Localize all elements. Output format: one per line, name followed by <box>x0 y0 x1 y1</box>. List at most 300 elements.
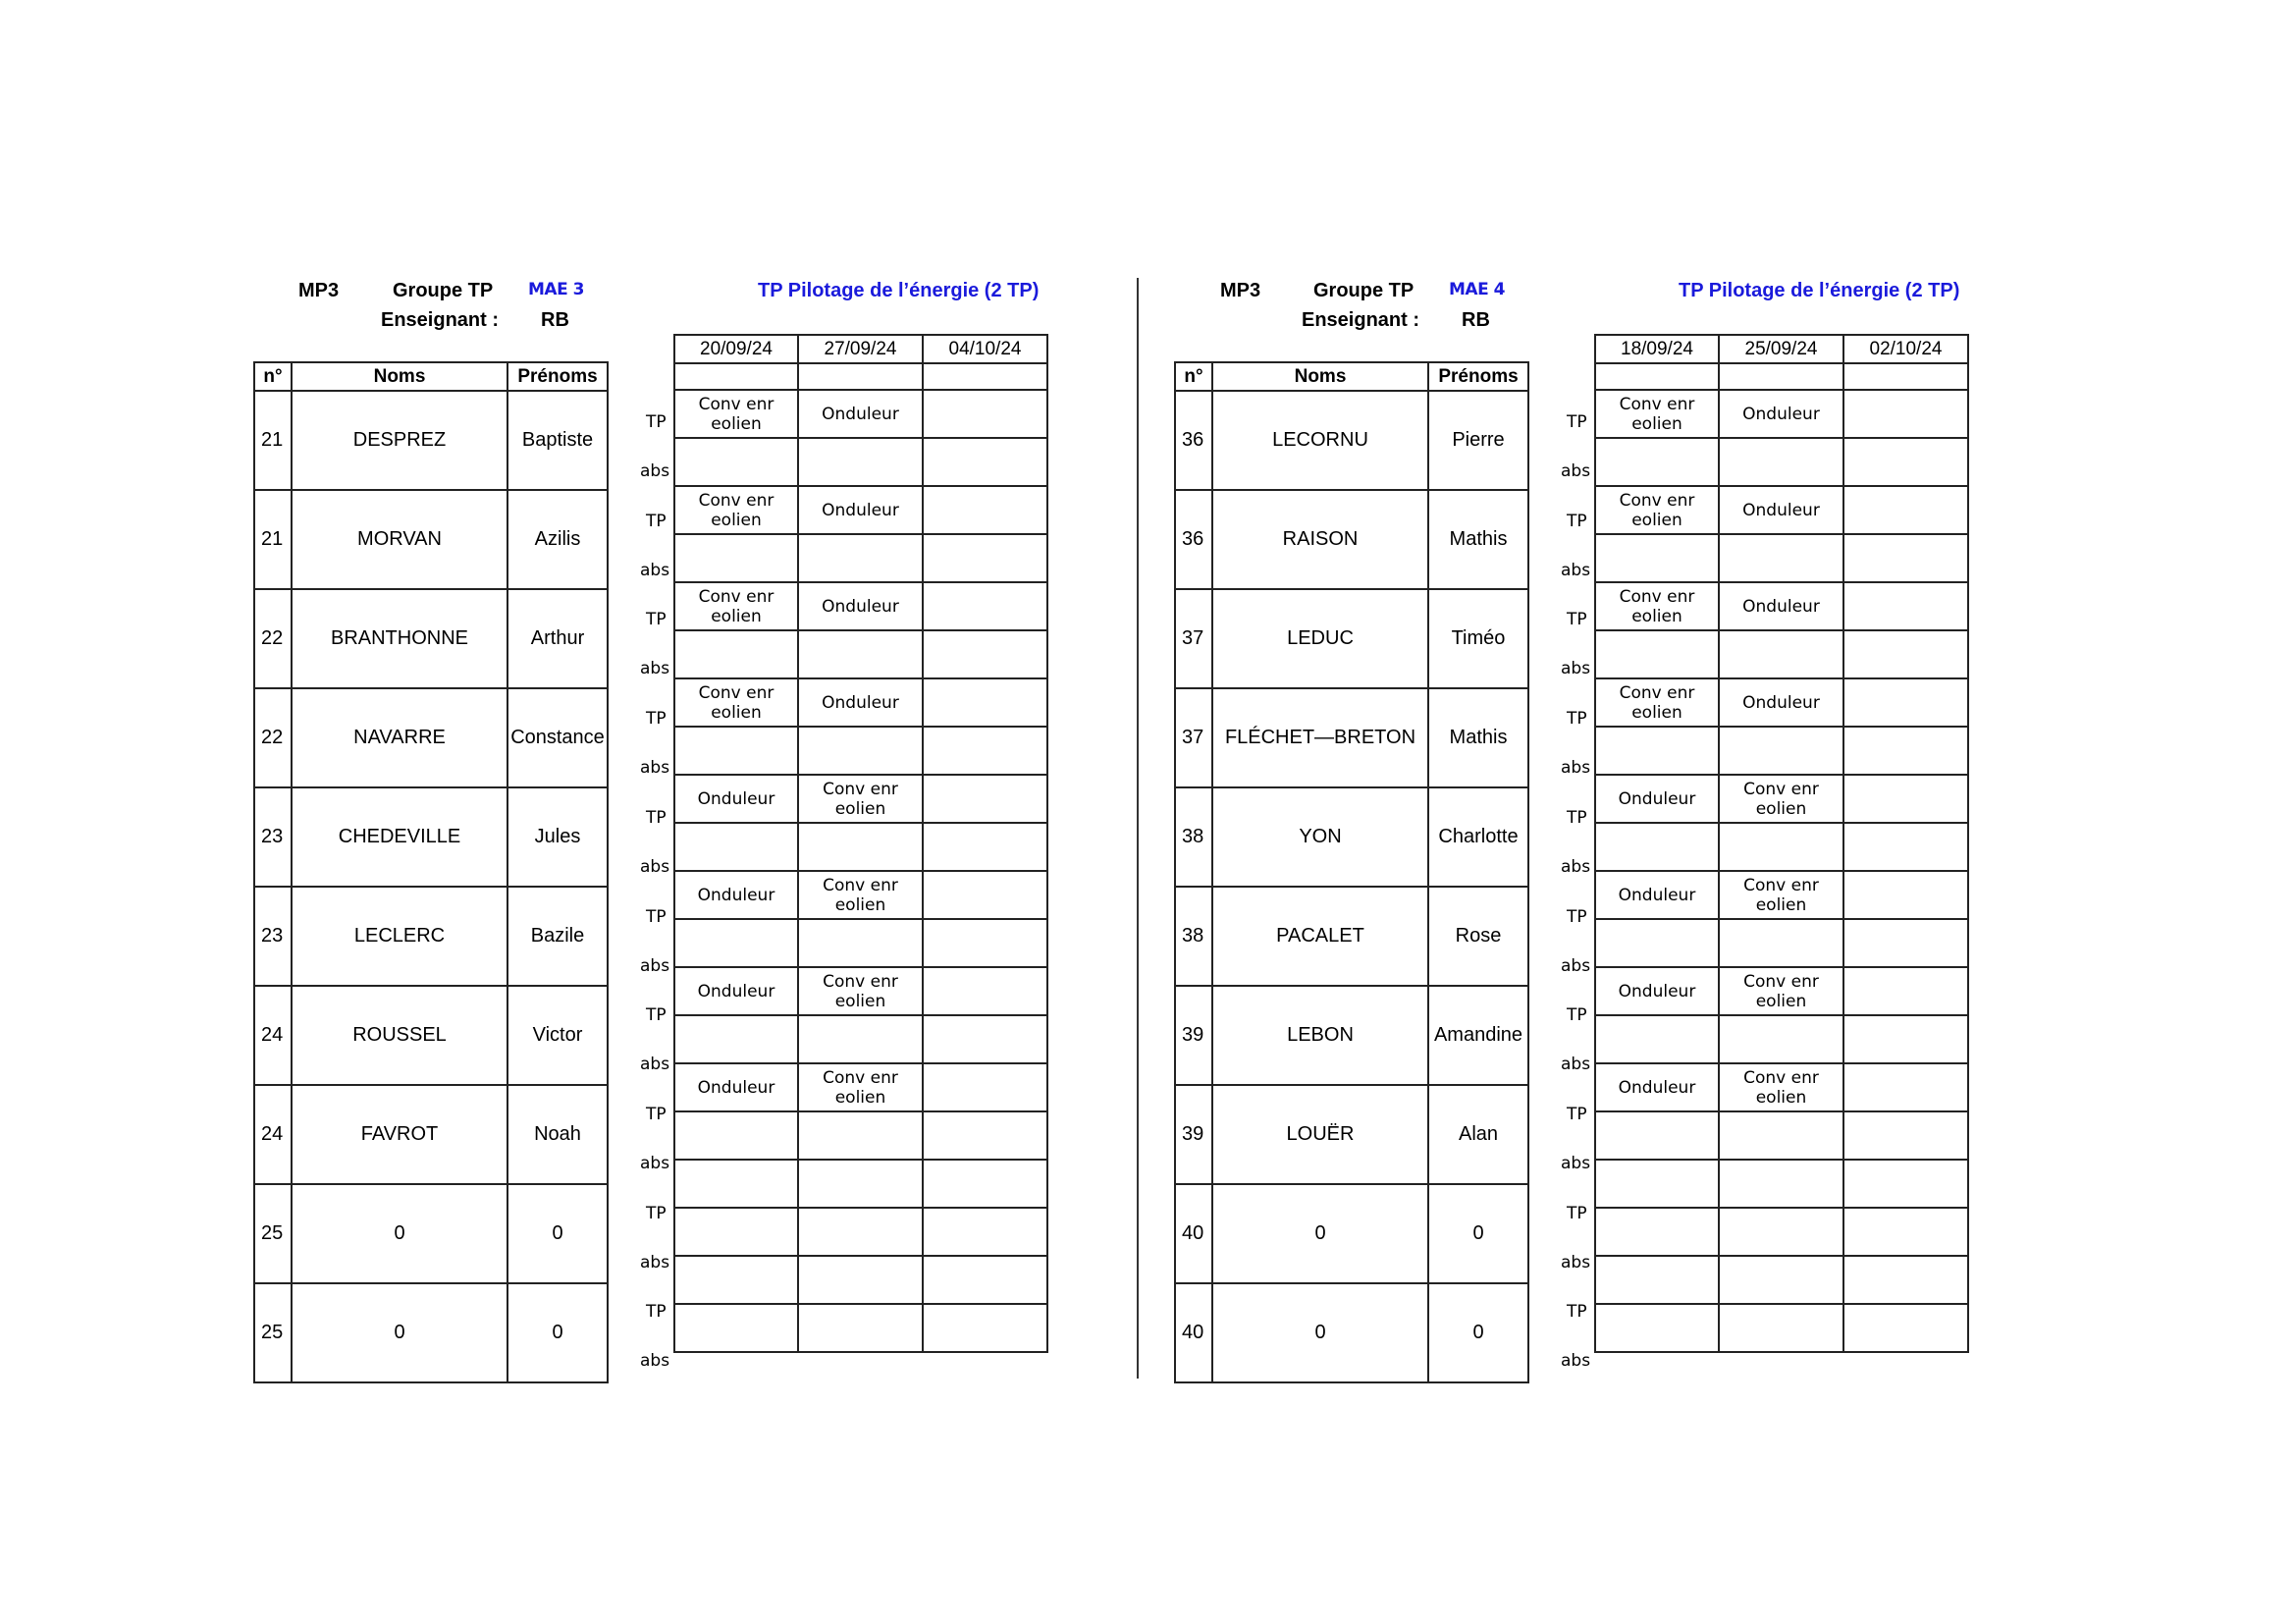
col-first-header: Prénoms <box>1428 362 1528 391</box>
student-num: 38 <box>1175 887 1212 986</box>
student-row <box>254 688 608 787</box>
abs-cell <box>1843 630 1968 678</box>
student-row <box>254 490 608 589</box>
student-first-name: Pierre <box>1428 391 1528 490</box>
abs-cell <box>798 534 923 582</box>
abs-cell <box>798 1208 923 1256</box>
tp-cell <box>1843 1160 1968 1208</box>
student-first-name: 0 <box>507 1184 608 1283</box>
student-row <box>254 391 608 490</box>
student-row <box>1175 391 1528 490</box>
tp-cell <box>923 678 1047 727</box>
tp-row <box>674 967 1047 1015</box>
students-table <box>253 361 609 1383</box>
student-num: 40 <box>1175 1283 1212 1382</box>
student-first-name: 0 <box>507 1283 608 1382</box>
abs-cell <box>674 1208 798 1256</box>
tp-label: TP <box>646 1005 667 1026</box>
abs-row <box>1595 1111 1968 1160</box>
student-num: 25 <box>254 1184 292 1283</box>
tp-row <box>674 871 1047 919</box>
tp-row <box>674 678 1047 727</box>
student-name: FAVROT <box>292 1085 507 1184</box>
student-row <box>1175 589 1528 688</box>
student-row <box>1175 490 1528 589</box>
abs-cell <box>1843 919 1968 967</box>
abs-row <box>1595 1304 1968 1352</box>
sheet-title: TP Pilotage de l’énergie (2 TP) <box>758 280 1040 301</box>
tp-cell <box>923 1160 1047 1208</box>
abs-cell <box>1719 1304 1843 1352</box>
tp-cell: Onduleur <box>1595 775 1719 823</box>
abs-cell <box>674 727 798 775</box>
student-name: 0 <box>292 1184 507 1283</box>
tp-cell: Conv enr eolien <box>674 678 798 727</box>
abs-cell <box>1843 1111 1968 1160</box>
left-students-body <box>254 391 608 1382</box>
student-num: 24 <box>254 986 292 1085</box>
tp-label: TP <box>1567 610 1587 630</box>
tp-cell <box>798 1160 923 1208</box>
tp-cell <box>1843 1256 1968 1304</box>
tp-cell <box>1719 1256 1843 1304</box>
tp-label: TP <box>1567 906 1587 927</box>
abs-label: abs <box>1561 1252 1591 1272</box>
abs-cell <box>923 823 1047 871</box>
tp-cell: Conv enr eolien <box>1719 871 1843 919</box>
abs-label: abs <box>1561 1351 1591 1372</box>
blank-row <box>1595 363 1968 390</box>
student-name: LEDUC <box>1212 589 1428 688</box>
student-row <box>254 1085 608 1184</box>
abs-cell <box>674 1111 798 1160</box>
students-table <box>1174 361 1529 1383</box>
tp-cell <box>674 1160 798 1208</box>
tp-cell <box>923 1256 1047 1304</box>
abs-row <box>674 1111 1047 1160</box>
student-row <box>1175 1283 1528 1382</box>
student-num: 36 <box>1175 391 1212 490</box>
tp-label: TP <box>646 511 667 531</box>
tp-cell <box>923 582 1047 630</box>
tp-cell: Conv enr eolien <box>674 486 798 534</box>
student-name: BRANTHONNE <box>292 589 507 688</box>
tp-cell: Onduleur <box>1719 486 1843 534</box>
abs-row <box>674 727 1047 775</box>
abs-cell <box>674 1015 798 1063</box>
abs-cell <box>1595 534 1719 582</box>
students-header-row <box>254 362 608 391</box>
abs-cell <box>1595 438 1719 486</box>
abs-cell <box>1595 1304 1719 1352</box>
abs-cell <box>923 727 1047 775</box>
tp-row <box>674 1256 1047 1304</box>
student-name: LECORNU <box>1212 391 1428 490</box>
left-sessions-body <box>674 363 1047 1352</box>
tp-cell: Onduleur <box>674 967 798 1015</box>
student-num: 23 <box>254 787 292 887</box>
tp-label: TP <box>1567 1005 1587 1026</box>
abs-cell <box>1843 438 1968 486</box>
tp-row <box>674 582 1047 630</box>
tp-cell <box>1843 871 1968 919</box>
abs-cell <box>1719 1015 1843 1063</box>
group-value: MAE 3 <box>528 280 584 299</box>
student-num: 37 <box>1175 688 1212 787</box>
tp-cell <box>923 1063 1047 1111</box>
blank-cell <box>1843 363 1968 390</box>
student-first-name: Azilis <box>507 490 608 589</box>
tp-cell <box>923 967 1047 1015</box>
student-name: CHEDEVILLE <box>292 787 507 887</box>
blank-cell <box>674 363 798 390</box>
tp-label: TP <box>646 1104 667 1124</box>
tp-cell: Onduleur <box>674 775 798 823</box>
student-name: LECLERC <box>292 887 507 986</box>
abs-cell <box>1595 727 1719 775</box>
tp-row <box>674 775 1047 823</box>
abs-row <box>674 630 1047 678</box>
student-first-name: Bazile <box>507 887 608 986</box>
student-name: 0 <box>1212 1283 1428 1382</box>
tp-label: TP <box>1567 709 1587 730</box>
right-students-body <box>1175 391 1528 1382</box>
student-num: 24 <box>254 1085 292 1184</box>
tp-row <box>1595 390 1968 438</box>
abs-label: abs <box>640 461 670 481</box>
tp-cell <box>1843 582 1968 630</box>
student-num: 22 <box>254 688 292 787</box>
tp-label: TP <box>1567 1203 1587 1223</box>
tp-label: TP <box>646 610 667 630</box>
abs-row <box>674 534 1047 582</box>
student-row <box>254 1283 608 1382</box>
abs-cell <box>923 1208 1047 1256</box>
abs-cell <box>1719 534 1843 582</box>
tp-cell: Onduleur <box>674 1063 798 1111</box>
tp-row <box>1595 678 1968 727</box>
abs-label: abs <box>640 1252 670 1272</box>
tp-cell: Conv enr eolien <box>798 775 923 823</box>
course-label: MP3 <box>298 280 340 301</box>
student-name: 0 <box>1212 1184 1428 1283</box>
abs-row <box>1595 630 1968 678</box>
tp-cell: Conv enr eolien <box>1719 967 1843 1015</box>
students-header-row <box>1175 362 1528 391</box>
tp-cell: Conv enr eolien <box>1719 1063 1843 1111</box>
tp-cell <box>923 390 1047 438</box>
tp-cell: Onduleur <box>1719 390 1843 438</box>
abs-row <box>674 1015 1047 1063</box>
tp-row <box>674 1063 1047 1111</box>
tp-cell: Onduleur <box>1719 582 1843 630</box>
abs-label: abs <box>640 758 670 779</box>
student-name: LOUËR <box>1212 1085 1428 1184</box>
tp-cell: Onduleur <box>798 582 923 630</box>
tp-cell: Onduleur <box>1595 871 1719 919</box>
date-3: 04/10/24 <box>923 335 1047 363</box>
abs-cell <box>798 823 923 871</box>
tp-cell <box>1595 1160 1719 1208</box>
tp-label: TP <box>1567 807 1587 828</box>
student-num: 23 <box>254 887 292 986</box>
student-first-name: Rose <box>1428 887 1528 986</box>
tp-cell: Conv enr eolien <box>1719 775 1843 823</box>
abs-label: abs <box>1561 955 1591 976</box>
tp-cell <box>1595 1256 1719 1304</box>
sessions-table <box>673 334 1048 1353</box>
student-name: FLÉCHET—BRETON <box>1212 688 1428 787</box>
tp-cell: Onduleur <box>1595 1063 1719 1111</box>
student-num: 39 <box>1175 986 1212 1085</box>
abs-label: abs <box>640 955 670 976</box>
student-row <box>1175 986 1528 1085</box>
abs-cell <box>674 919 798 967</box>
student-name: NAVARRE <box>292 688 507 787</box>
tp-label: TP <box>1567 1104 1587 1124</box>
abs-label: abs <box>1561 461 1591 481</box>
tp-label: TP <box>1567 1302 1587 1323</box>
abs-cell <box>798 727 923 775</box>
abs-label: abs <box>640 1055 670 1075</box>
tp-cell: Conv enr eolien <box>1595 486 1719 534</box>
abs-cell <box>1595 1208 1719 1256</box>
student-row <box>1175 1085 1528 1184</box>
blank-row <box>674 363 1047 390</box>
course-label: MP3 <box>1220 280 1261 301</box>
group-label: Groupe TP <box>1313 280 1415 301</box>
abs-label: abs <box>640 560 670 580</box>
tp-row <box>1595 1063 1968 1111</box>
student-row <box>1175 688 1528 787</box>
tp-cell: Onduleur <box>798 486 923 534</box>
abs-cell <box>1719 919 1843 967</box>
tp-cell: Onduleur <box>798 390 923 438</box>
dates-header-row <box>674 335 1047 363</box>
tp-label: TP <box>1567 412 1587 432</box>
abs-label: abs <box>640 1351 670 1372</box>
student-first-name: Amandine <box>1428 986 1528 1085</box>
abs-cell <box>923 438 1047 486</box>
tp-cell: Conv enr eolien <box>798 967 923 1015</box>
col-num-header: n° <box>1175 362 1212 391</box>
tp-cell <box>1719 1160 1843 1208</box>
student-name: DESPREZ <box>292 391 507 490</box>
tp-cell <box>1843 1063 1968 1111</box>
student-first-name: Victor <box>507 986 608 1085</box>
tp-cell <box>923 871 1047 919</box>
student-row <box>254 887 608 986</box>
student-first-name: Alan <box>1428 1085 1528 1184</box>
abs-label: abs <box>1561 1055 1591 1075</box>
abs-cell <box>1843 823 1968 871</box>
tp-label: TP <box>1567 511 1587 531</box>
tp-label: TP <box>646 1203 667 1223</box>
student-row <box>1175 1184 1528 1283</box>
tp-row <box>1595 1160 1968 1208</box>
abs-cell <box>923 534 1047 582</box>
date-2: 27/09/24 <box>798 335 923 363</box>
student-first-name: Constance <box>507 688 608 787</box>
student-num: 22 <box>254 589 292 688</box>
abs-cell <box>923 919 1047 967</box>
abs-label: abs <box>640 856 670 877</box>
abs-row <box>1595 438 1968 486</box>
blank-cell <box>798 363 923 390</box>
abs-cell <box>674 438 798 486</box>
date-2: 25/09/24 <box>1719 335 1843 363</box>
abs-label: abs <box>1561 758 1591 779</box>
tp-cell: Conv enr eolien <box>798 871 923 919</box>
col-num-header: n° <box>254 362 292 391</box>
abs-cell <box>1719 823 1843 871</box>
student-num: 36 <box>1175 490 1212 589</box>
abs-row <box>674 1208 1047 1256</box>
tp-label: TP <box>646 709 667 730</box>
date-1: 18/09/24 <box>1595 335 1719 363</box>
student-row <box>1175 887 1528 986</box>
tp-row <box>1595 775 1968 823</box>
tp-label: TP <box>646 906 667 927</box>
tp-cell: Onduleur <box>798 678 923 727</box>
student-name: RAISON <box>1212 490 1428 589</box>
col-name-header: Noms <box>1212 362 1428 391</box>
student-first-name: Timéo <box>1428 589 1528 688</box>
abs-cell <box>923 1304 1047 1352</box>
abs-cell <box>1595 1111 1719 1160</box>
tp-cell <box>923 486 1047 534</box>
abs-cell <box>1719 1208 1843 1256</box>
teacher-label: Enseignant : <box>1302 309 1420 331</box>
group-value: MAE 4 <box>1449 280 1505 299</box>
abs-cell <box>798 1015 923 1063</box>
abs-row <box>1595 919 1968 967</box>
abs-row <box>1595 534 1968 582</box>
student-row <box>254 1184 608 1283</box>
blank-cell <box>1719 363 1843 390</box>
col-first-header: Prénoms <box>507 362 608 391</box>
tp-row <box>1595 486 1968 534</box>
col-name-header: Noms <box>292 362 507 391</box>
abs-row <box>1595 1208 1968 1256</box>
group-label: Groupe TP <box>393 280 494 301</box>
teacher-label: Enseignant : <box>381 309 500 331</box>
student-name: PACALET <box>1212 887 1428 986</box>
abs-cell <box>798 1304 923 1352</box>
abs-label: abs <box>1561 1153 1591 1173</box>
abs-cell <box>1719 438 1843 486</box>
tp-row <box>1595 582 1968 630</box>
student-first-name: 0 <box>1428 1283 1528 1382</box>
student-name: 0 <box>292 1283 507 1382</box>
student-name: ROUSSEL <box>292 986 507 1085</box>
tp-cell <box>1843 678 1968 727</box>
tp-cell: Conv enr eolien <box>674 582 798 630</box>
student-num: 37 <box>1175 589 1212 688</box>
tp-label: TP <box>646 807 667 828</box>
student-name: LEBON <box>1212 986 1428 1085</box>
tp-row <box>1595 871 1968 919</box>
date-1: 20/09/24 <box>674 335 798 363</box>
tp-cell <box>1843 390 1968 438</box>
student-first-name: Noah <box>507 1085 608 1184</box>
abs-cell <box>798 1111 923 1160</box>
student-name: MORVAN <box>292 490 507 589</box>
student-num: 40 <box>1175 1184 1212 1283</box>
abs-cell <box>1719 630 1843 678</box>
abs-cell <box>674 630 798 678</box>
student-first-name: Mathis <box>1428 688 1528 787</box>
tp-cell: Conv enr eolien <box>674 390 798 438</box>
tp-cell <box>674 1256 798 1304</box>
tp-cell <box>923 775 1047 823</box>
right-sessions-body <box>1595 363 1968 1352</box>
student-name: YON <box>1212 787 1428 887</box>
abs-cell <box>1843 534 1968 582</box>
abs-row <box>674 919 1047 967</box>
student-first-name: Mathis <box>1428 490 1528 589</box>
abs-cell <box>1595 1015 1719 1063</box>
abs-label: abs <box>640 1153 670 1173</box>
tp-row <box>674 390 1047 438</box>
abs-row <box>674 438 1047 486</box>
abs-cell <box>798 630 923 678</box>
tp-cell <box>798 1256 923 1304</box>
tp-cell: Conv enr eolien <box>1595 582 1719 630</box>
abs-row <box>1595 727 1968 775</box>
student-row <box>254 986 608 1085</box>
student-first-name: Baptiste <box>507 391 608 490</box>
abs-cell <box>674 1304 798 1352</box>
student-num: 21 <box>254 391 292 490</box>
student-row <box>254 589 608 688</box>
tp-label: TP <box>646 1302 667 1323</box>
teacher-value: RB <box>1462 309 1490 331</box>
student-num: 25 <box>254 1283 292 1382</box>
tp-cell <box>1843 967 1968 1015</box>
blank-cell <box>1595 363 1719 390</box>
abs-cell <box>1595 919 1719 967</box>
abs-cell <box>923 1015 1047 1063</box>
abs-row <box>1595 1015 1968 1063</box>
tp-row <box>674 1160 1047 1208</box>
student-first-name: Arthur <box>507 589 608 688</box>
sessions-table <box>1594 334 1969 1353</box>
tp-row <box>1595 967 1968 1015</box>
tp-cell: Onduleur <box>1595 967 1719 1015</box>
abs-cell <box>923 1111 1047 1160</box>
abs-label: abs <box>640 659 670 679</box>
student-num: 38 <box>1175 787 1212 887</box>
tp-row <box>1595 1256 1968 1304</box>
blank-cell <box>923 363 1047 390</box>
abs-row <box>1595 823 1968 871</box>
tp-row <box>674 486 1047 534</box>
tp-cell: Conv enr eolien <box>1595 678 1719 727</box>
abs-label: abs <box>1561 856 1591 877</box>
tp-cell <box>1843 486 1968 534</box>
abs-cell <box>1843 1304 1968 1352</box>
abs-cell <box>674 823 798 871</box>
dates-header-row <box>1595 335 1968 363</box>
abs-cell <box>1595 823 1719 871</box>
abs-cell <box>1843 727 1968 775</box>
abs-label: abs <box>1561 659 1591 679</box>
tp-cell: Onduleur <box>674 871 798 919</box>
abs-cell <box>1843 1015 1968 1063</box>
tp-label: TP <box>646 412 667 432</box>
student-row <box>1175 787 1528 887</box>
